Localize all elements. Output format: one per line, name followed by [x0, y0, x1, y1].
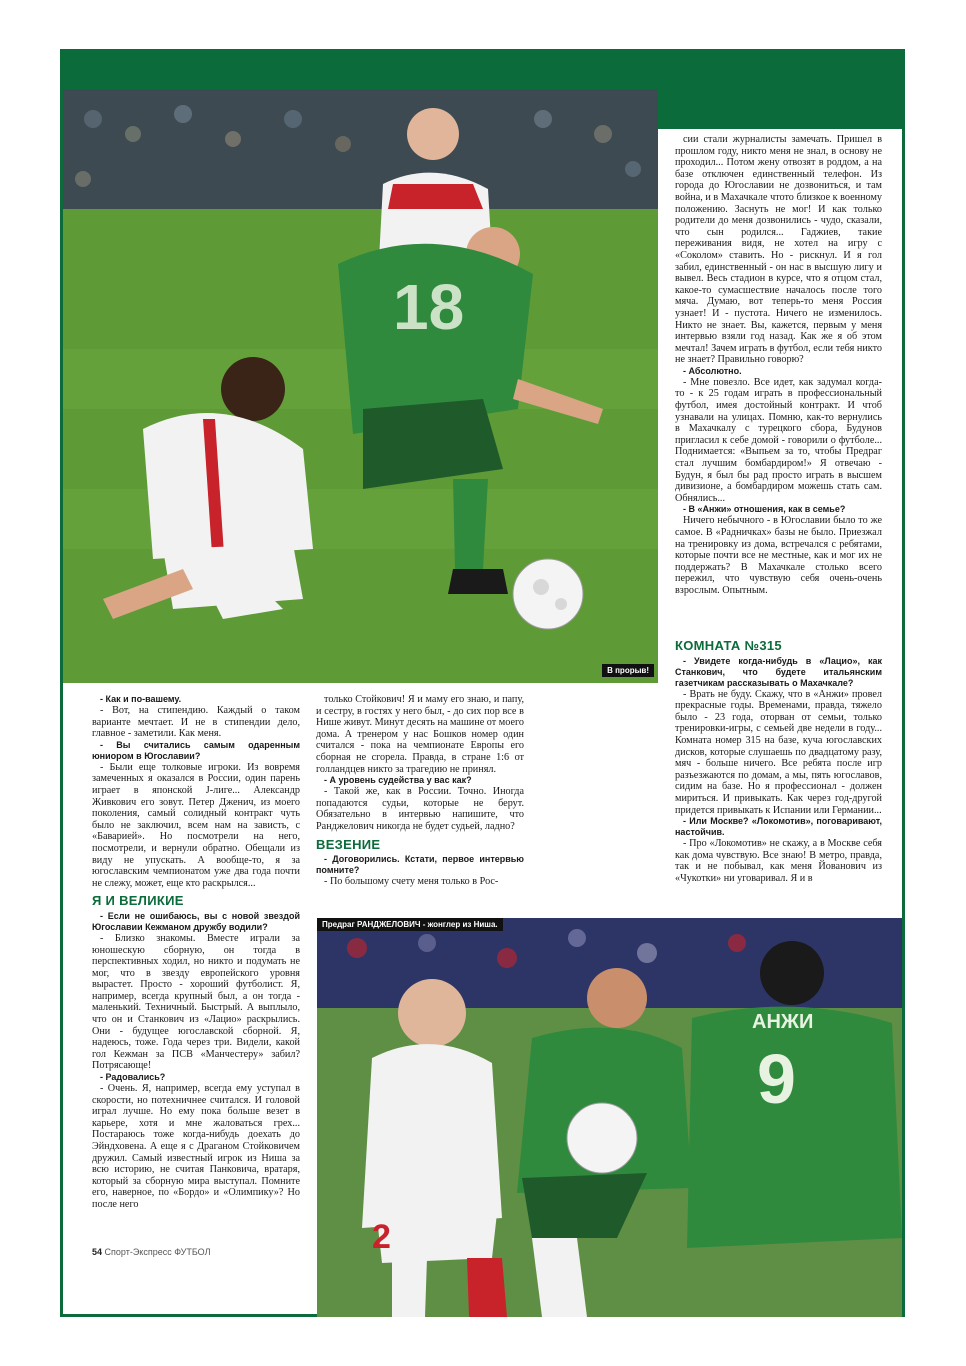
article-column-3-lower	[675, 634, 882, 885]
paragraph: - Мне повезло. Все идет, как задумал когда-то - к 25 годам играть в профессиональный футбол, имея достойный контракт. И чтоб узнавали на улицах. Помню, как-то вернулись в Махачкалу с турецкого сбора, Будунов пригласил к себе домой - говорили о футболе... Поднимается: «Выпьем за то, чтобы Предраг стал лучшим бомбардиром!» Я отвечаю - Будун, я был бы рад просто играть в высшем дивизионе, а бомбардиром можешь стать сам. Обнялись...	[675, 376, 882, 504]
section-heading: КОМНАТА №315	[675, 638, 782, 653]
football	[567, 1103, 637, 1173]
jersey-number-top: 18	[393, 271, 465, 343]
jersey-name-back: АНЖИ	[752, 1011, 814, 1033]
section-heading: Я И ВЕЛИКИЕ	[92, 893, 184, 909]
top-green-band	[60, 49, 905, 89]
top-photo-illustration	[63, 89, 658, 683]
top-match-photo	[63, 89, 658, 683]
interview-question: - Увидете когда-нибудь в «Лацио», как Станкович, что будете итальянским газетчикам рассказывать о Махачкале?	[675, 655, 882, 688]
paragraph: - Очень. Я, например, всегда ему уступал в скорости, но потехничнее считался. И головой играл лучше. Но ему пока больше везет в карьере, хотя и мне жаловаться грех... Постараюсь тоже когда-нибудь доехать до Эйндховена. А еще я с Драганом Стойковичем дружил. Самый известный игрок из Ниша за всю историю, не считая Панковича, вратаря, который за сборную мира выступал. Помните его, наверное, по «Бордо» и «Олимпику»? Но после него	[92, 1083, 300, 1210]
interview-question: - Вы считались самым одаренным юниором в Югославии?	[92, 739, 300, 761]
column3-header-band	[658, 89, 905, 129]
page-number: 54	[92, 1247, 103, 1257]
bottom-match-photo	[317, 918, 902, 1317]
paragraph: - Врать не буду. Скажу, что в «Анжи» провел прекрасные годы. Временами, правда, тяжело было - 23 года, оторван от семьи, только тренировки-игры, с семьей две недели в году... Комната номер 315 на базе, куча югославских дисков, которые слушаешь по двадцатому разу, мяч - больше ничего. Все ребята после игр разъезжаются по домам, а мы, пять югославов, сидим на базе. Но я профессионал - должен мириться. И привыкать. Как через год-другой придется привыкать к Испании или Германии...	[675, 688, 882, 816]
interview-question: - Если не ошибаюсь, вы с новой звездой Югославии Кежманом дружбу водили?	[92, 910, 300, 932]
top-photo-caption: В прорыв!	[602, 664, 654, 677]
interview-question: - Или Москве? «Локомотив», поговаривают, настойчив.	[675, 816, 882, 838]
paragraph: сии стали журналисты замечать. Пришел в прошлом году, никто меня не знал, в основу не проходил... Потом жену отвозят в роддом, а на базе отключен единственный телефон. Из города до Югославии не дозвониться, и там война, и в Махачкале чтото близкое к военному положению. Заснуть не мог! И как только родители до меня дозвонились - чудо, сказали, что сын родился... Гаджиев, такие переживания видя, не хотел на игру с «Соколом» ставить. Но - рискнул. И я гол забил, единственный - он нас в высшую лигу и вывел. Весь стадион в курсе, что я отцом стал, какое-то сумасшествие началось после того мяча. Думаю, вот теперь-то меня Россия узнает! И - пустота. Ничего не изменилось. Никто не знает. Вы, кажется, первым у меня интервью взяли год назад. Как же я об этом мечтал! Зачем играть в футбол, если тебя никто не знает? Правильно говорю?	[675, 134, 882, 366]
paragraph: - По большому счету меня только в Рос-	[324, 876, 499, 888]
right-green-border	[902, 89, 905, 1317]
football	[513, 559, 583, 629]
article-column-3-upper	[675, 134, 882, 597]
page-folio	[92, 1247, 211, 1257]
interview-question: - В «Анжи» отношения, как в семье?	[683, 504, 846, 515]
paragraph: - Вот, на стипендию. Каждый о таком варианте мечтает. И не в стипендии дело, главное - заметили. Как меня.	[92, 705, 300, 740]
stands-crowd	[63, 89, 658, 209]
interview-question: - Радовались?	[100, 1072, 166, 1083]
paragraph: - Такой же, как в России. Точно. Иногда попадаются судьи, которые не берут. Обязательно в интервью напишите, что Ранджелович никогда не будет судьей, ладно?	[316, 786, 524, 832]
paragraph: - Близко знакомы. Вместе играли за юношескую сборную, он тогда в перспективных ходил, но никто и подумать не мог, что в звезду европейского уровня вырастет. Просто - хороший футболист. Я, например, всегда крупный был, а он тогда - маленький. Техничный. Быстрый. А выплыло, что он и Станкович из «Лацио» раскрылись. Они - будущее югославской сборной. Я, надеюсь, тоже. Года через три. Видели, какой гол Кежман за ПСВ «Манчестеру» забил? Потрясающе!	[92, 932, 300, 1072]
paragraph: только Стойкович! Я и маму его знаю, и папу, и сестру, в гостях у него был, - до сих пор все в Нише живут. Минут десять на машине от моего дома. А тренером у нас Бошков номер один считался - пока на чемпионате Европы его сборная не сгорела. Правда, в стране 1:6 от голландцев никто за трагедию не принял.	[316, 694, 524, 775]
paragraph: - Про «Локомотив» не скажу, а в Москве себя как дома чувствую. Все знаю! В метро, правда, так и не побывал, как меня Йованович из «Чукотки» ни уговаривал. Я и в	[675, 838, 882, 884]
interview-question: - Абсолютно.	[683, 365, 742, 376]
publication-name: Спорт-Экспресс ФУТБОЛ	[104, 1247, 211, 1257]
bottom-photo-illustration	[317, 918, 902, 1317]
bottom-photo-caption: Предраг РАНДЖЕЛОВИЧ - жонглер из Ниша.	[317, 918, 503, 931]
interview-question: - Договорились. Кстати, первое интервью помните?	[316, 854, 524, 876]
interview-question: - Как и по-вашему.	[100, 694, 182, 704]
article-column-2	[316, 694, 524, 888]
paragraph: Ничего небычного - в Югославии было то же самое. В «Радничках» базы не было. Приезжал на тренировку из дома, встречался с ребятами, которые почти все не местные, как и мог их не поддержать? В Махачкале столько всего пережил, что чувствую себя очень-очень взрослым. Опытным.	[675, 515, 882, 596]
paragraph: - Были еще толковые игроки. Из вовремя замеченных я оказался в России, один парень играет в японской J-лиге... Александр Живкович его зовут. Петер Дженич, из моего поколения, самый солидный контракт чуть было не заключил, всем нам на зависть, с «Баварией». Но посмотрели на него, посмотрели, и вернули обратно. Обещали из виду не упускать. А вообще-то, я за югославским чемпионатом уже два года почти не слежу, может, еще кто раскрылся...	[92, 761, 300, 889]
article-column-1	[92, 694, 300, 1211]
jersey-number-front: 2	[372, 1218, 391, 1256]
interview-question: - А уровень судейства у вас как?	[324, 775, 472, 786]
jersey-number-back: 9	[757, 1040, 796, 1118]
section-heading: ВЕЗЕНИЕ	[316, 836, 381, 852]
